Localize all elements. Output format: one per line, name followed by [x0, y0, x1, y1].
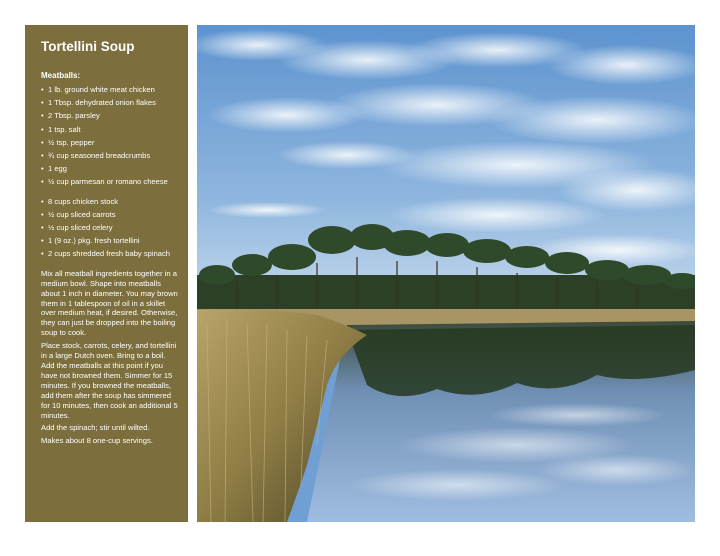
- ingredient-item: • 1 egg: [41, 164, 178, 174]
- landscape-illustration: [197, 25, 695, 522]
- ingredient-item: • ¾ cup seasoned breadcrumbs: [41, 151, 178, 161]
- recipe-title: Tortellini Soup: [41, 39, 135, 54]
- soup-ingredient-list: [41, 197, 178, 259]
- instruction-paragraph: Place stock, carrots, celery, and tortellini in a large Dutch oven. Bring to a boil. Add the meatballs at this point if you have not browned them. Simmer for 15 minutes. If you browned the meatballs, add them after the soup has simmered for 10 minutes, then cook an additional 5 minutes.: [41, 341, 178, 420]
- recipe-panel: [25, 25, 188, 522]
- marsh-landscape-photo: [197, 25, 695, 522]
- instruction-paragraph: Mix all meatball ingredients together in a medium bowl. Shape into meatballs about 1 inch in diameter. You may brown them in 1 tablespoon of oil in a skillet over medium heat, if desired. Otherwise, they can just be dropped into the boiling soup to cook.: [41, 268, 178, 338]
- ingredient-item: • 1 lb. ground white meat chicken: [41, 85, 178, 95]
- ingredient-item: • ½ cup sliced carrots: [41, 210, 178, 220]
- ingredient-item: • 1 Tbsp. dehydrated onion flakes: [41, 98, 178, 108]
- ingredient-item: • ½ cup sliced celery: [41, 223, 178, 233]
- ingredient-item: • 2 cups shredded fresh baby spinach: [41, 249, 178, 259]
- instruction-paragraph: Add the spinach; stir until wilted.: [41, 423, 150, 433]
- meatballs-label: Meatballs:: [41, 71, 81, 80]
- ingredient-item: • 8 cups chicken stock: [41, 197, 178, 207]
- meatball-ingredient-list: [41, 85, 178, 187]
- ingredient-item: • ½ tsp. pepper: [41, 138, 178, 148]
- ingredient-item: • 2 Tbsp. parsley: [41, 111, 178, 121]
- ingredient-item: • 1 tsp. salt: [41, 125, 178, 135]
- ingredient-item: • 1 (9 oz.) pkg. fresh tortellini: [41, 236, 178, 246]
- ingredient-item: • ½ cup parmesan or romano cheese: [41, 177, 178, 187]
- servings-note: Makes about 8 one-cup servings.: [41, 436, 153, 446]
